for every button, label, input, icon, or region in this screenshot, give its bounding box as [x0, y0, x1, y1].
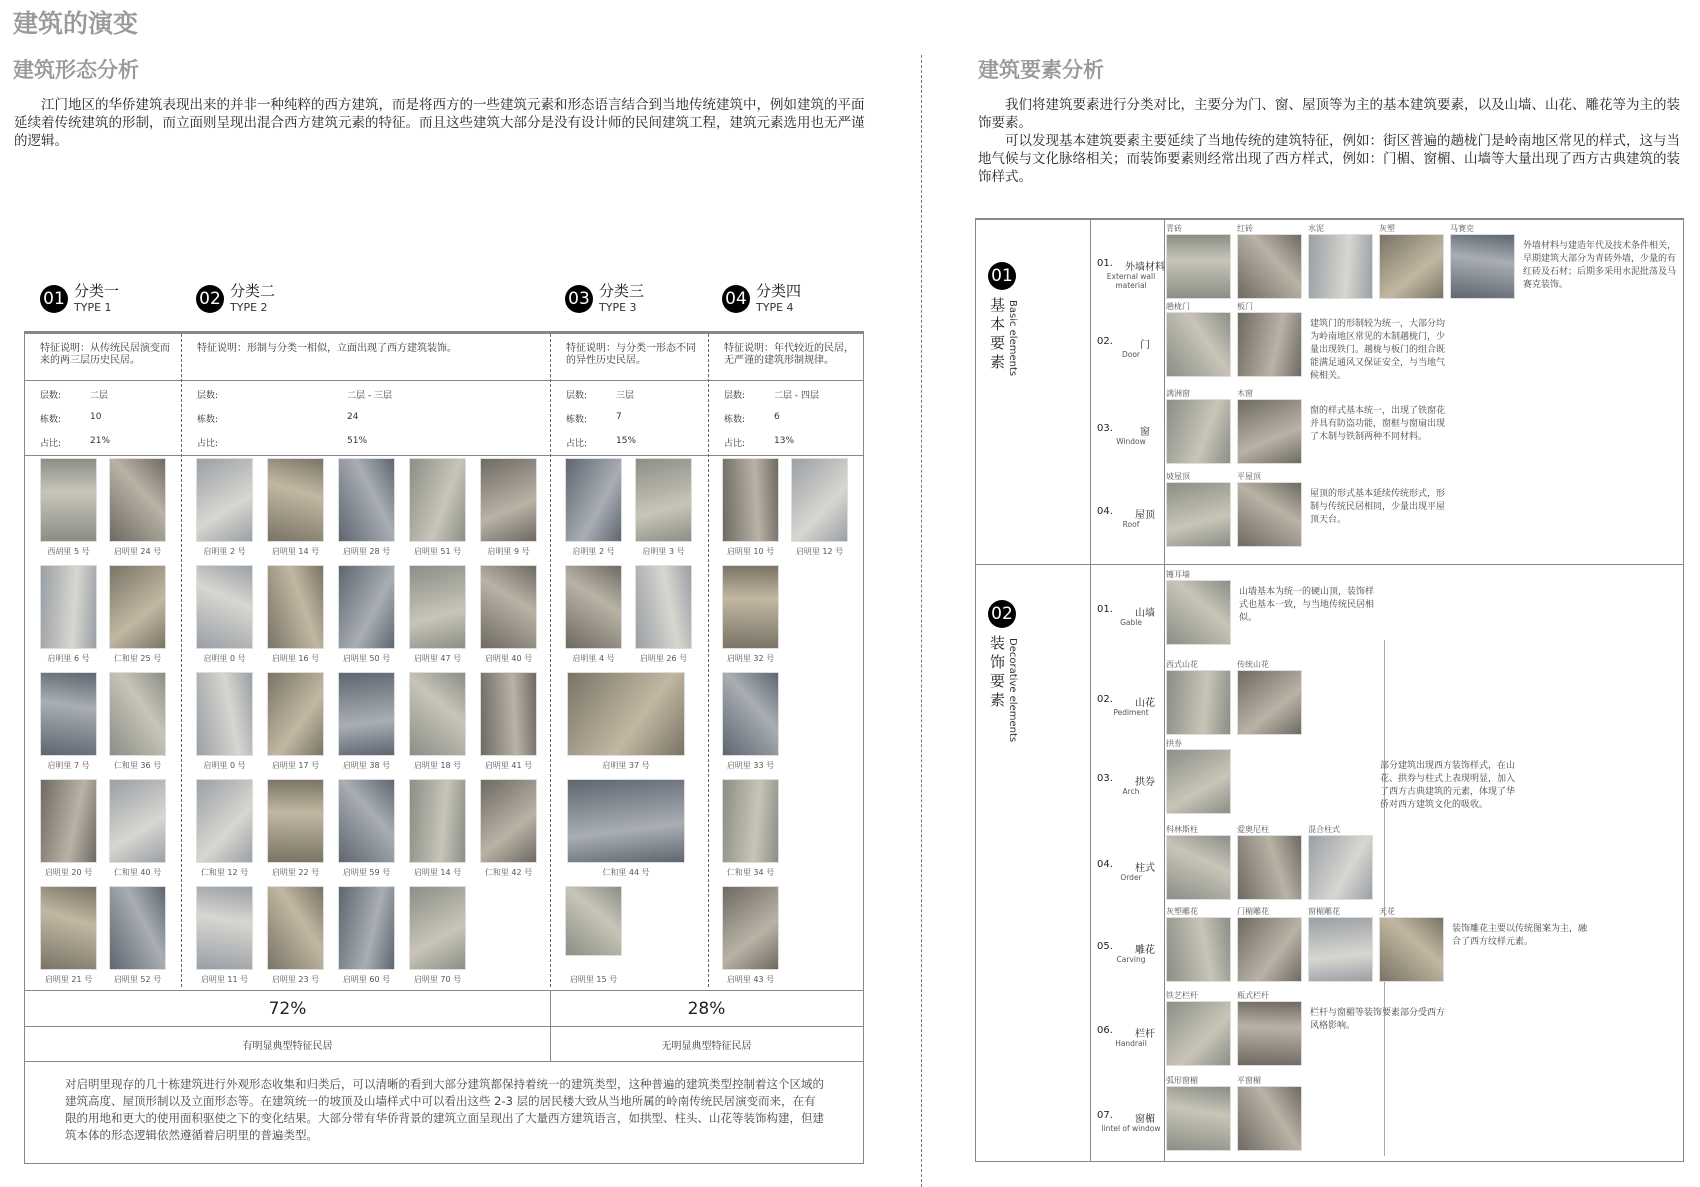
- element-name-en: Window: [1116, 437, 1146, 446]
- photo-caption: 启明里 37 号: [602, 761, 650, 770]
- element-photo-label: 传统山花: [1237, 660, 1269, 669]
- element-photo: [1237, 835, 1302, 900]
- element-photo-label: 爱奥尼柱: [1237, 825, 1269, 834]
- element-photo-label: 灰塑: [1379, 224, 1395, 233]
- type-description: 特征说明：与分类一形态不同的异性历史民居。: [566, 343, 696, 366]
- type-name: 分类三: [599, 282, 645, 300]
- type-number-badge: 01: [40, 285, 68, 313]
- stat-value-ratio: 21%: [90, 436, 111, 446]
- building-photo: [40, 672, 97, 756]
- type-name: 分类二: [230, 282, 276, 300]
- type-number-badge: 03: [565, 285, 593, 313]
- photo-caption: 启明里 15 号: [569, 975, 618, 984]
- element-photo: [1237, 1001, 1302, 1066]
- element-name-en: Order: [1120, 873, 1142, 882]
- building-photo: [565, 886, 622, 956]
- element-photo: [1166, 482, 1231, 547]
- element-photo: [1166, 835, 1231, 900]
- type-subtitle: TYPE 2: [230, 301, 268, 314]
- element-name: 山墙: [1135, 608, 1155, 619]
- building-photo: [338, 672, 395, 756]
- photo-caption: 西胡里 5 号: [47, 547, 90, 556]
- type-number-badge: 04: [722, 285, 750, 313]
- element-photo: [1166, 399, 1231, 464]
- element-name: 外墙材料: [1125, 262, 1165, 273]
- stat-label: 栋数:: [197, 415, 219, 425]
- element-photo-label: 窗楣雕花: [1308, 907, 1340, 916]
- photo-caption: 启明里 22 号: [271, 868, 320, 877]
- stat-label: 栋数:: [724, 415, 746, 425]
- element-photo: [1237, 917, 1302, 982]
- element-photo-label: 木窗: [1237, 389, 1253, 398]
- building-photo: [722, 779, 779, 863]
- building-photo: [480, 458, 537, 542]
- element-photo-label: 灰塑雕花: [1166, 907, 1198, 916]
- building-photo: [338, 886, 395, 970]
- building-photo: [267, 458, 324, 542]
- element-photo-label: 平屋顶: [1237, 472, 1261, 481]
- type-description: 特征说明：年代较近的民居，无严谨的建筑形制规律。: [724, 343, 854, 366]
- element-photo-label: 板门: [1237, 302, 1253, 311]
- element-number: 01.: [1097, 258, 1113, 269]
- building-photo: [267, 672, 324, 756]
- building-photo: [722, 886, 779, 970]
- element-number: 03.: [1097, 423, 1113, 434]
- photo-caption: 启明里 33 号: [726, 761, 775, 770]
- element-photo: [1166, 1001, 1231, 1066]
- group-number-badge: 01: [988, 262, 1016, 290]
- element-number: 06.: [1097, 1025, 1113, 1036]
- photo-caption: 启明里 6 号: [47, 654, 90, 663]
- group-number-badge: 02: [988, 600, 1016, 628]
- building-photo: [338, 779, 395, 863]
- typical-percent: 72%: [268, 999, 307, 1019]
- element-photo: [1166, 312, 1231, 377]
- stat-label: 占比:: [566, 439, 588, 449]
- element-photo: [1237, 1086, 1302, 1151]
- type-description: 特征说明：形制与分类一相似，立面出现了西方建筑装饰。: [197, 343, 457, 354]
- element-number: 05.: [1097, 941, 1113, 952]
- building-photo: [480, 672, 537, 756]
- photo-caption: 启明里 59 号: [342, 868, 391, 877]
- photo-caption: 启明里 51 号: [413, 547, 462, 556]
- column-divider: [708, 334, 709, 987]
- typical-label: 有明显典型特征民居: [242, 1041, 333, 1052]
- element-analysis-paragraph-1: 我们将建筑要素进行分类对比，主要分为门、窗、屋顶等为主的基本建筑要素，以及山墙、山花、雕花等为主的装饰要素。: [978, 97, 1680, 131]
- building-photo: [196, 458, 253, 542]
- building-photo: [722, 565, 779, 649]
- page-divider: [921, 55, 922, 1187]
- type-name: 分类一: [74, 282, 120, 300]
- stat-label: 层数:: [566, 391, 588, 401]
- element-name-en: Carving: [1116, 955, 1146, 964]
- photo-caption: 仁和里 42 号: [484, 868, 533, 877]
- type-subtitle: TYPE 3: [599, 301, 637, 314]
- type-description: 特征说明：从传统民居演变而来的两三层历史民居。: [40, 343, 170, 366]
- building-photo: [40, 779, 97, 863]
- building-photo: [409, 779, 466, 863]
- photo-caption: 启明里 24 号: [113, 547, 162, 556]
- element-name: 柱式: [1135, 863, 1155, 874]
- stat-value-ratio: 13%: [774, 436, 795, 446]
- photo-caption: 仁和里 40 号: [113, 868, 162, 877]
- building-photo: [338, 565, 395, 649]
- group-name: 基本要素: [988, 297, 1006, 373]
- element-photo-label: 平窗楣: [1237, 1076, 1261, 1085]
- element-photo: [1237, 482, 1302, 547]
- building-photo: [109, 565, 166, 649]
- element-name: 窗: [1140, 427, 1150, 438]
- photo-caption: 启明里 40 号: [484, 654, 533, 663]
- element-photo-label: 天花: [1379, 907, 1395, 916]
- element-photo-label: 青砖: [1166, 224, 1182, 233]
- type-name: 分类四: [756, 282, 802, 300]
- stat-value-floors: 三层: [616, 391, 635, 401]
- stat-label: 栋数:: [40, 415, 62, 425]
- element-photo-label: 门楣雕花: [1237, 907, 1269, 916]
- photo-caption: 仁和里 25 号: [113, 654, 162, 663]
- element-description: 山墙基本为统一的硬山顶，装饰样式也基本一致，与当地传统民居相似。: [1239, 587, 1375, 623]
- building-photo: [196, 672, 253, 756]
- element-name: 门: [1140, 340, 1150, 351]
- building-photo: [409, 886, 466, 970]
- element-name-en: Pediment: [1113, 708, 1149, 717]
- stat-label: 栋数:: [566, 415, 588, 425]
- element-photo: [1237, 399, 1302, 464]
- building-photo: [565, 565, 622, 649]
- decorative-shared-description: 部分建筑出现西方装饰样式，在山花、拱券与柱式上表现明显，加入了西方古典建筑的元素，体现了华侨对西方建筑文化的吸收。: [1380, 761, 1516, 810]
- element-description: 屋顶的形式基本延续传统形式，形制与传统民居相同，少量出现平屋顶天台。: [1310, 489, 1446, 525]
- photo-caption: 启明里 70 号: [413, 975, 462, 984]
- element-photo: [1166, 234, 1231, 299]
- element-photo: [1308, 917, 1373, 982]
- building-photo: [480, 565, 537, 649]
- building-photo: [40, 565, 97, 649]
- building-photo: [635, 565, 692, 649]
- photo-caption: 启明里 60 号: [342, 975, 391, 984]
- building-photo: [196, 779, 253, 863]
- photo-caption: 启明里 0 号: [203, 761, 246, 770]
- element-photo-label: 坡屋顶: [1166, 472, 1190, 481]
- building-photo: [40, 458, 97, 542]
- element-name: 山花: [1135, 698, 1155, 709]
- photo-caption: 启明里 0 号: [203, 654, 246, 663]
- photo-caption: 启明里 41 号: [484, 761, 533, 770]
- stat-value-count: 6: [774, 412, 780, 422]
- photo-caption: 仁和里 44 号: [602, 868, 650, 877]
- building-photo: [791, 458, 848, 542]
- building-photo: [267, 886, 324, 970]
- element-description: 建筑门的形制较为统一，大部分均为岭南地区常见的木制趟栊门，少量出现铁门。趟栊与板门的组合既能满足通风又保证安全，与当地气候相关。: [1310, 319, 1446, 381]
- building-photo: [109, 886, 166, 970]
- column-divider: [181, 334, 182, 987]
- stat-value-count: 10: [90, 412, 102, 422]
- element-name-en: Arch: [1122, 787, 1140, 796]
- building-photo: [480, 779, 537, 863]
- photo-caption: 启明里 28 号: [342, 547, 391, 556]
- element-description: 外墙材料与建造年代及技术条件相关，早期建筑大部分为青砖外墙，少量的有红砖及石材；后期多采用水泥批荡及马赛克装饰。: [1523, 241, 1677, 290]
- stat-label: 占比:: [40, 439, 62, 449]
- building-photo: [338, 458, 395, 542]
- conclusion-paragraph: 对启明里现存的几十栋建筑进行外观形态收集和归类后，可以清晰的看到大部分建筑都保持着统一的建筑类型，这种普遍的建筑类型控制着这个区域的建筑高度、屋顶形制以及立面形态等。在建筑统一的坡顶及山墙样式中可以看出这些 2-3 层的居民楼大致从当地所属的岭南传统民居演变而来，在有限的用地和更大的使用面积驱使之下的变化结果。大部分带有华侨背景的建筑立面呈现出了大量西方建筑语言，如拱型、柱头、山花等装饰构建，但建筑本体的形态逻辑依然遵循着启明里的普遍类型。: [65, 1077, 824, 1142]
- photo-caption: 启明里 26 号: [639, 654, 688, 663]
- element-number: 04.: [1097, 506, 1113, 517]
- photo-caption: 仁和里 34 号: [726, 868, 775, 877]
- stat-value-floors: 二层: [90, 391, 109, 401]
- photo-caption: 启明里 43 号: [726, 975, 775, 984]
- element-name-en: Gable: [1120, 618, 1142, 627]
- element-photo: [1166, 1086, 1231, 1151]
- element-photo-label: 瓶式栏杆: [1237, 991, 1269, 1000]
- element-name-en: Roof: [1122, 520, 1140, 529]
- building-photo: [40, 886, 97, 970]
- stat-label: 层数:: [40, 391, 62, 401]
- building-photo: [109, 779, 166, 863]
- photo-caption: 启明里 52 号: [113, 975, 162, 984]
- photo-caption: 启明里 12 号: [795, 547, 844, 556]
- building-photo: [409, 458, 466, 542]
- photo-caption: 启明里 32 号: [726, 654, 775, 663]
- element-photo: [1166, 749, 1231, 814]
- stat-label: 占比:: [724, 439, 746, 449]
- element-number: 02.: [1097, 694, 1113, 705]
- page-title: 建筑的演变: [13, 9, 139, 38]
- type-subtitle: TYPE 4: [756, 301, 794, 314]
- element-photo: [1166, 670, 1231, 735]
- photo-caption: 启明里 4 号: [572, 654, 615, 663]
- element-number: 01.: [1097, 604, 1113, 615]
- stat-value-floors: 二层 - 四层: [774, 391, 819, 401]
- element-name: 窗楣: [1135, 1114, 1155, 1125]
- element-photo-label: 镬耳墙: [1166, 570, 1190, 579]
- building-photo: [722, 672, 779, 756]
- photo-caption: 启明里 16 号: [271, 654, 320, 663]
- element-photo-label: 弧形窗楣: [1166, 1076, 1198, 1085]
- element-photo: [1166, 580, 1231, 645]
- photo-caption: 仁和里 12 号: [200, 868, 249, 877]
- element-name-en: External wall material: [1106, 272, 1156, 290]
- building-photo: [722, 458, 779, 542]
- element-name-en: Door: [1121, 350, 1141, 359]
- element-photo-label: 铁艺栏杆: [1166, 991, 1198, 1000]
- photo-caption: 启明里 10 号: [726, 547, 775, 556]
- stat-value-count: 24: [347, 412, 359, 422]
- building-photo: [409, 672, 466, 756]
- element-photo-label: 科林斯柱: [1166, 825, 1198, 834]
- form-analysis-paragraph: 江门地区的华侨建筑表现出来的并非一种纯粹的西方建筑，而是将西方的一些建筑元素和形态语言结合到当地传统建筑中，例如建筑的平面延续着传统建筑的形制，而立面则呈现出混合西方建筑元素的特征。而且这些建筑大部分是没有设计师的民间建筑工程，建筑元素选用也无严谨的逻辑。: [14, 97, 865, 149]
- element-name: 拱券: [1135, 777, 1155, 788]
- stat-value-floors: 二层 - 三层: [347, 391, 392, 401]
- photo-caption: 启明里 2 号: [572, 547, 615, 556]
- building-photo: [109, 672, 166, 756]
- photo-caption: 启明里 7 号: [47, 761, 90, 770]
- stat-label: 占比:: [197, 439, 219, 449]
- element-number: 07.: [1097, 1110, 1113, 1121]
- element-photo-label: 趟栊门: [1166, 302, 1190, 311]
- building-photo: [635, 458, 692, 542]
- building-photo: [196, 886, 253, 970]
- photo-caption: 启明里 14 号: [413, 868, 462, 877]
- photo-caption: 启明里 18 号: [413, 761, 462, 770]
- element-description: 装饰雕花主要以传统图案为主，融合了西方纹样元素。: [1452, 924, 1588, 947]
- building-photo: [567, 672, 685, 756]
- element-name-en: lintel of window: [1101, 1124, 1161, 1133]
- element-photo: [1237, 670, 1302, 735]
- element-photo: [1308, 234, 1373, 299]
- element-name-en: Handrail: [1115, 1039, 1147, 1048]
- element-number: 02.: [1097, 336, 1113, 347]
- building-photo: [565, 458, 622, 542]
- stat-value-ratio: 51%: [347, 436, 368, 446]
- element-name: 屋顶: [1135, 510, 1155, 521]
- element-photo: [1379, 917, 1444, 982]
- atypical-percent: 28%: [687, 999, 726, 1019]
- photo-caption: 启明里 21 号: [44, 975, 93, 984]
- element-name: 雕花: [1135, 945, 1155, 956]
- stat-label: 层数:: [197, 391, 219, 401]
- element-photo-label: 红砖: [1237, 224, 1253, 233]
- type-subtitle: TYPE 1: [74, 301, 112, 314]
- form-analysis-heading: 建筑形态分析: [13, 58, 139, 82]
- group-name-en: Decorative elements: [1007, 638, 1018, 743]
- photo-caption: 启明里 3 号: [642, 547, 685, 556]
- element-photo: [1237, 312, 1302, 377]
- stat-value-ratio: 15%: [616, 436, 637, 446]
- stat-label: 层数:: [724, 391, 746, 401]
- photo-caption: 启明里 14 号: [271, 547, 320, 556]
- element-name: 栏杆: [1135, 1029, 1155, 1040]
- photo-caption: 启明里 23 号: [271, 975, 320, 984]
- building-photo: [109, 458, 166, 542]
- element-photo-label: 拱券: [1166, 739, 1182, 748]
- building-photo: [267, 565, 324, 649]
- element-analysis-paragraph-2: 可以发现基本建筑要素主要延续了当地传统的建筑特征，例如：街区普遍的趟栊门是岭南地区常见的样式，这与当地气候与文化脉络相关；而装饰要素则经常出现了西方样式，例如：门楣、窗楣、山墙等大量出现了西方古典建筑的装饰样式。: [978, 133, 1680, 185]
- group-name: 装饰要素: [988, 635, 1006, 711]
- group-name-en: Basic elements: [1007, 300, 1018, 377]
- atypical-label: 无明显典型特征民居: [661, 1041, 752, 1052]
- element-photo-label: 水泥: [1308, 224, 1324, 233]
- element-photo: [1379, 234, 1444, 299]
- element-photo: [1450, 234, 1515, 299]
- element-photo: [1308, 835, 1373, 900]
- photo-caption: 启明里 47 号: [413, 654, 462, 663]
- type-number-badge: 02: [196, 285, 224, 313]
- building-photo: [267, 779, 324, 863]
- photo-caption: 启明里 17 号: [271, 761, 320, 770]
- photo-caption: 启明里 38 号: [342, 761, 391, 770]
- element-description: 窗的样式基本统一，出现了铁窗花并具有防盗功能，窗框与窗扇出现了木制与铁制两种不同材料。: [1310, 406, 1446, 442]
- photo-caption: 启明里 11 号: [200, 975, 249, 984]
- photo-caption: 启明里 9 号: [487, 547, 530, 556]
- photo-caption: 仁和里 36 号: [113, 761, 162, 770]
- element-analysis-heading: 建筑要素分析: [978, 58, 1104, 82]
- element-photo-label: 混合柱式: [1308, 825, 1340, 834]
- building-photo: [196, 565, 253, 649]
- photo-caption: 启明里 2 号: [203, 547, 246, 556]
- element-photo-label: 马赛克: [1450, 224, 1474, 233]
- building-photo: [567, 779, 685, 863]
- element-photo-label: 满洲窗: [1166, 389, 1190, 398]
- element-number: 04.: [1097, 859, 1113, 870]
- element-photo: [1166, 917, 1231, 982]
- photo-caption: 启明里 20 号: [44, 868, 93, 877]
- element-photo: [1237, 234, 1302, 299]
- element-number: 03.: [1097, 773, 1113, 784]
- stat-value-count: 7: [616, 412, 622, 422]
- column-divider: [550, 334, 551, 987]
- element-description: 栏杆与窗楣等装饰要素部分受西方风格影响。: [1310, 1008, 1446, 1031]
- element-photo-label: 西式山花: [1166, 660, 1198, 669]
- building-photo: [409, 565, 466, 649]
- photo-caption: 启明里 50 号: [342, 654, 391, 663]
